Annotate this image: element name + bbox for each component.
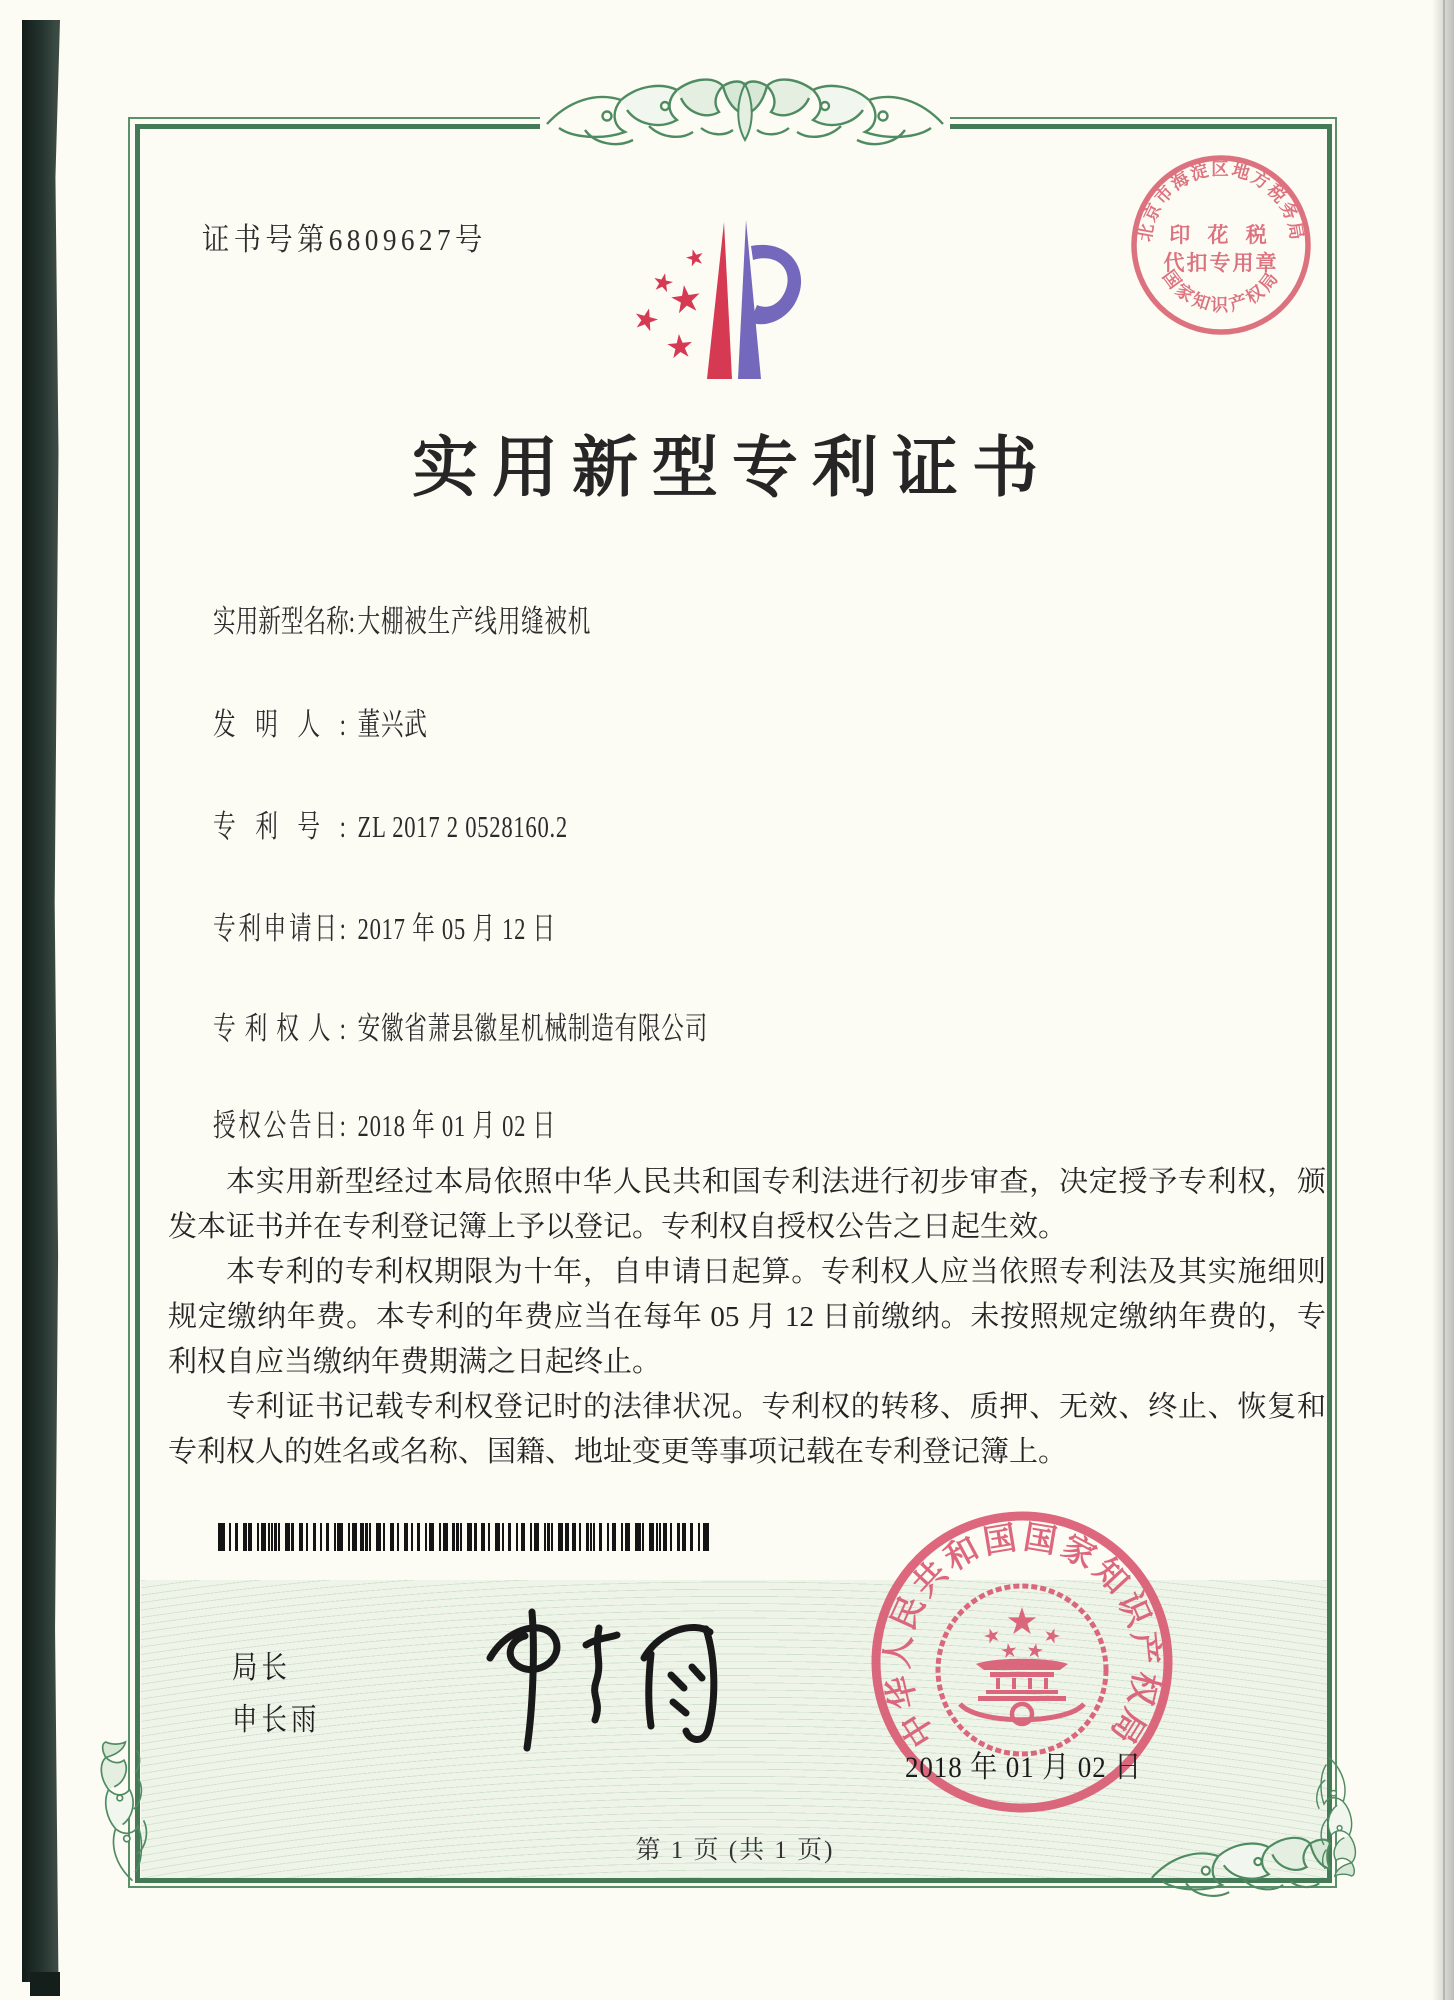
field-label: 专利权人: — [213, 1011, 346, 1046]
field-row — [213, 596, 591, 641]
national-emblem-icon — [938, 1586, 1106, 1754]
paragraph: 本实用新型经过本局依照中华人民共和国专利法进行初步审查，决定授予专利权，颁发本证书并在专利登记簿上予以登记。专利权自授权公告之日起生效。 — [168, 1166, 1326, 1243]
field-label: 发明人: — [213, 707, 346, 742]
tax-stamp-arc-top: 北京市海淀区地方税务局 — [1134, 158, 1308, 243]
field-label: 专利申请日: — [213, 911, 346, 946]
paragraph: 本专利的专利权期限为十年，自申请日起算。专利权人应当依照专利法及其实施细则规定缴纳年费。本专利的年费应当在每年 05 月 12 日前缴纳。未按照规定缴纳年费的，专利权自应当缴纳年费期满之日起终止。 — [168, 1256, 1326, 1378]
legal-text-block — [168, 1160, 1326, 1475]
tax-stamp — [1128, 152, 1314, 338]
tax-stamp-line1: 印 花 税 — [1169, 223, 1273, 247]
field-value: 2017 年 05 月 12 日 — [357, 911, 556, 946]
seal-arc-text: 中华人民共和国国家知识产权局 — [879, 1519, 1165, 1753]
page-edge-line — [1443, 0, 1445, 2000]
certificate-title: 实用新型专利证书 — [412, 432, 1052, 505]
page-number: 第 1 页 (共 1 页) — [635, 1837, 835, 1864]
signature-handwriting — [468, 1596, 758, 1776]
sipo-logo-icon — [610, 196, 820, 388]
seal-date: 2018 年 01 月 02 日 — [905, 1751, 1143, 1784]
signer-title: 局长 — [232, 1650, 292, 1685]
field-value: 大棚被生产线用缝被机 — [357, 604, 592, 639]
field-value: 2018 年 01 月 02 日 — [357, 1108, 556, 1143]
tax-stamp-line2: 代扣专用章 — [1163, 251, 1279, 275]
field-value: 安徽省萧县徽星机械制造有限公司 — [357, 1011, 708, 1046]
paragraph: 专利证书记载专利权登记时的法律状况。专利权的转移、质押、无效、终止、恢复和专利权人的姓名或名称、国籍、地址变更等事项记载在专利登记簿上。 — [168, 1391, 1326, 1468]
certificate-number: 证书号第6809627号 — [202, 222, 487, 257]
barcode — [218, 1523, 709, 1551]
field-value: ZL 2017 2 0528160.2 — [357, 809, 568, 844]
field-row — [213, 699, 428, 744]
field-value: 董兴武 — [357, 707, 428, 742]
field-label: 专利号: — [213, 809, 346, 844]
book-spine-shadow — [22, 20, 60, 1982]
field-row — [213, 801, 568, 846]
spine-bottom-mark — [30, 1972, 60, 1996]
tax-stamp-arc-bottom: 国家知识产权局 — [1158, 266, 1284, 315]
field-row — [213, 1003, 708, 1048]
field-row — [213, 903, 556, 948]
field-row — [213, 1100, 556, 1145]
field-label: 实用新型名称: — [213, 604, 356, 639]
field-label: 授权公告日: — [213, 1108, 346, 1143]
signer-name: 申长雨 — [232, 1702, 321, 1737]
